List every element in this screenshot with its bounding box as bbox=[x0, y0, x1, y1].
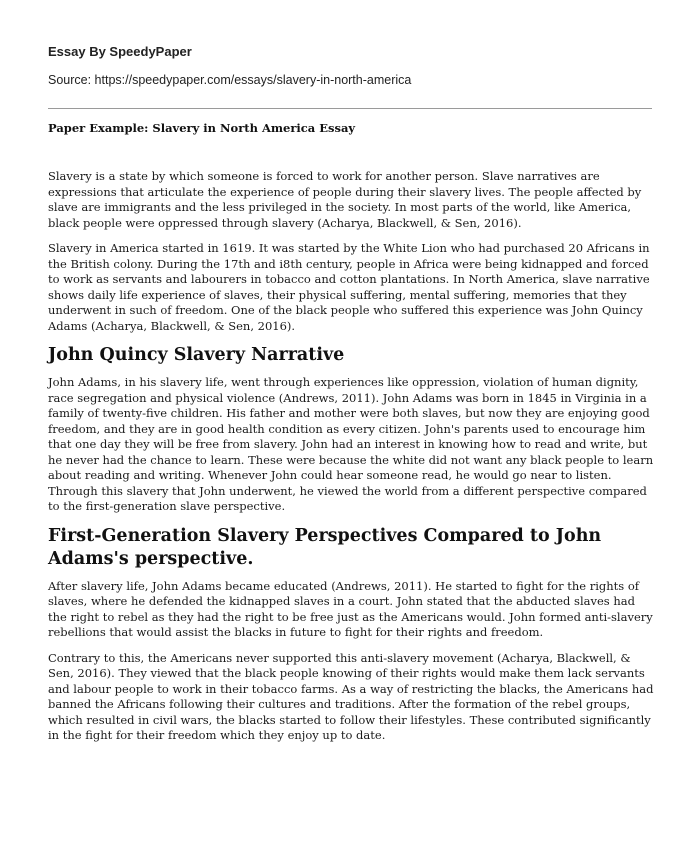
source-line: Source: https://speedypaper.com/essays/slavery-in-north-america bbox=[48, 73, 412, 87]
paper-title: Paper Example: Slavery in North America Essay bbox=[48, 121, 356, 135]
paragraph-john-adams-life: John Adams, in his slavery life, went through experiences like oppression, violation of human dignity, race segregation and physical violence (Andrews, 2011). John Adams was born in 1845 in Virginia in a family of twenty-five children. His father and mother were both slaves, but now they are enjoying good freedom, and they are in good health condition as every citizen. John's parents used to encourage him that one day they will be free from slavery. John had an interest in knowing how to read and write, but he never had the chance to learn. These were because the white did not want any black people to learn about reading and writing. Whenever John could hear someone read, he would go near to listen. Through this slavery that John underwent, he viewed the world from a different perspective compared to the first-generation slave perspective. bbox=[48, 375, 654, 513]
paragraph-intro: Slavery is a state by which someone is forced to work for another person. Slave narratives are expressions that articulate the experience of people during their slavery lives. The people affected by slave are immigrants and the less privileged in the society. In most parts of the world, like America, black people were oppressed through slavery (Acharya, Blackwell, & Sen, 2016). bbox=[48, 169, 642, 230]
paragraph-history: Slavery in America started in 1619. It was started by the White Lion who had purchased 20 Africans in the British colony. During the 17th and i8th century, people in Africa were being kidnapped and forced to work as servants and labourers in tobacco and cotton plantations. In North America, slave narrative shows daily life experience of slaves, their physical suffering, mental suffering, memories that they underwent in such of freedom. One of the black people who suffered this experience was John Quincy Adams (Acharya, Blackwell, & Sen, 2016). bbox=[48, 241, 650, 333]
section-heading-perspectives: First-Generation Slavery Perspectives Compared to John Adams's perspective. bbox=[48, 525, 602, 569]
essay-by-label: Essay By SpeedyPaper bbox=[48, 44, 192, 59]
paragraph-after-slavery: After slavery life, John Adams became educated (Andrews, 2011). He started to fight for the rights of slaves, where he defended the kidnapped slaves in a court. John stated that the abducted slaves had the right to rebel as they had the right to be free just as the Americans would. John formed anti-slavery rebellions that would assist the blacks in future to fight for their rights and freedom. bbox=[48, 578, 653, 639]
header-divider bbox=[48, 108, 652, 109]
essay-body bbox=[48, 169, 657, 754]
section-heading-john-quincy: John Quincy Slavery Narrative bbox=[48, 345, 345, 365]
paragraph-contrary: Contrary to this, the Americans never supported this anti-slavery movement (Acharya, Blackwell, & Sen, 2016). They viewed that the black people knowing of their rights would make them lack servants and labour people to work in their tobacco farms. As a way of restricting the blacks, the Americans had banned the Africans following their cultures and traditions. After the formation of the rebel groups, which resulted in civil wars, the blacks started to follow their lifestyles. These contributed significantly in the fight for their freedom which they enjoy up to date. bbox=[48, 650, 654, 742]
